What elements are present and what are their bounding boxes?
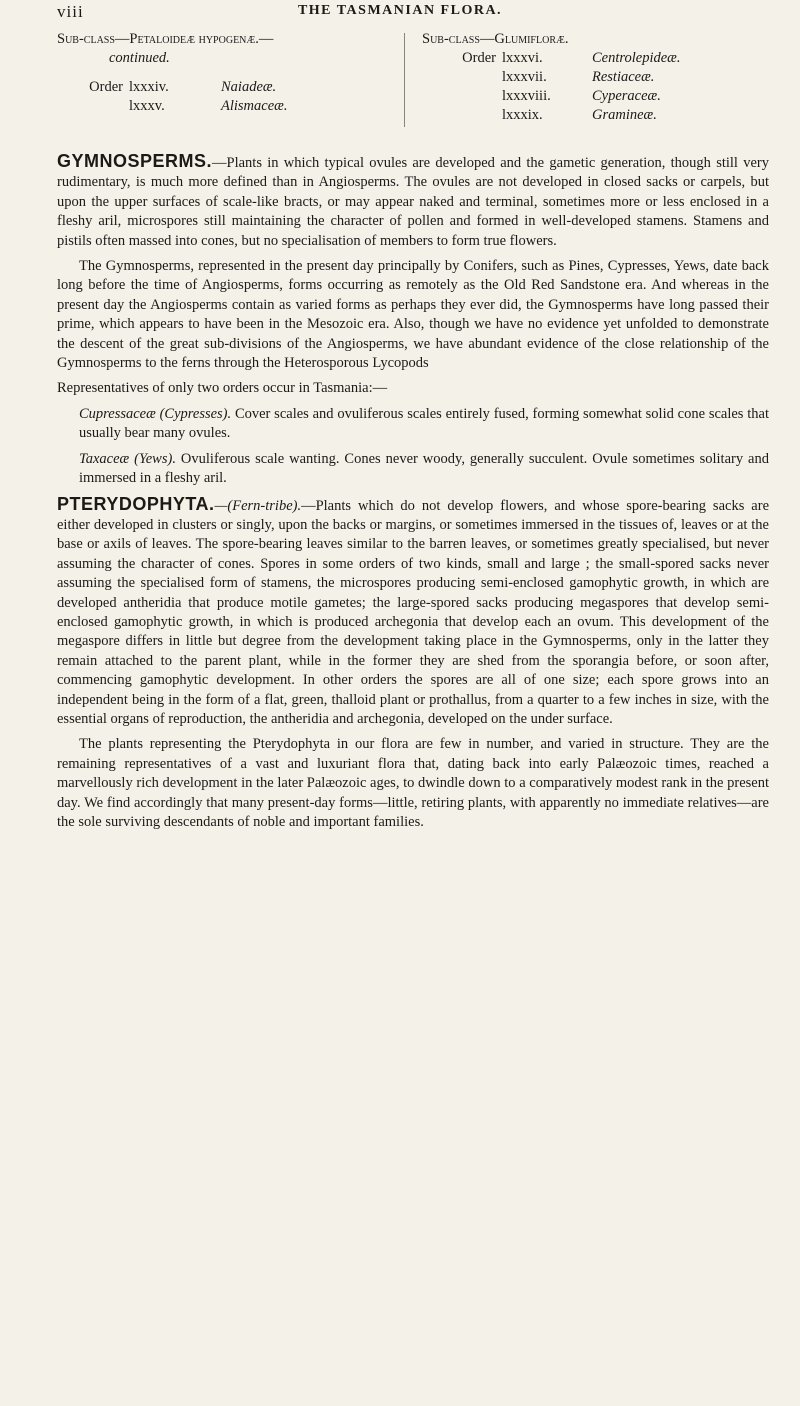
order-label: Order [89,79,123,95]
running-title: THE TASMANIAN FLORA. [297,3,503,18]
pteridophyta-heading: PTERYDOPHYTA. [57,493,215,514]
gymnosperms-definition: —Plants in which typical ovules are developed and the gametic generation, though still very rudimentary, is much more defined than in Angiosperms. The ovules are not developed in closed sacks or carpels, but upon the upper surfaces of scale-like bracts, or may appear naked and terminal, sometimes more or less enclosed in a fleshy aril, microspores still maintaining the character of pollen and formed in well-developed stamens. Stamens and pistils often massed into cones, but no specialisation of members to form true flowers. [57,155,769,249]
order-label [422,87,502,106]
orders-list [422,49,752,125]
order-number: lxxxix. [502,107,543,123]
continued-label: continued. [109,50,170,66]
order-number: lxxxvii. [502,69,547,85]
cupressaceae-name: Cupressaceæ (Cypresses). [79,405,232,422]
order-family: Centrolepideæ. [592,50,681,66]
cupressaceae-entry [57,405,769,444]
subclass-heading: Sub-class—Petaloideæ hypogenæ.— [57,31,274,47]
order-number: lxxxvi. [502,50,543,66]
gymnosperms-history-paragraph: The Gymnosperms, represented in the present day principally by Conifers, such as Pines, Cypresses, Yews, date back long before the time of Angiosperms, forms occurring as remotely as the Old Red Sandstone era. And whereas in the present day the Angiosperms contain as varied forms as perhaps they ever did, the Gymnosperms have long passed their prime, which appears to have been in the Mesozoic era. Also, though we have no evidence yet unfolded to demonstrate the descent of the great sub-divisions of the Angiosperms, we have abundant evidence of the close relationship of the Gymnosperms to the ferns through the Heterosporous Lycopods [57,258,769,372]
order-family: Gramineæ. [592,107,657,123]
order-label [422,68,502,87]
order-number: lxxxv. [129,98,165,114]
subclass-glumiflorae-block [422,30,752,125]
order-row [57,78,387,97]
order-number: lxxxviii. [502,88,551,104]
order-family: Naiadeæ. [221,79,277,95]
pteridophyta-definition: —Plants which do not develop flowers, and whose spore-bearing sacks are either developed in clusters or singly, upon the backs or margins, or sometimes immersed in the tissues of, leaves or at the base or axils of leaves. The spore-bearing leaves similar to the barren leaves, or sometimes greatly specialised, but never assuming the character of cones. Spores in some orders of two kinds, small and large ; the small-spored sacks never assuming the specialised form of stamens, the microspores producing semi-enclosed gamophytic growth, in which are developed antheridia that produce motile gametes; the large-spored sacks producing megaspores that develop semi-enclosed gamophytic growth, in which is produced archegonia that develop each an ovum. This development of the megaspore differs in little but degree from the development taking place in the Gymnosperms, only in the latter they remain attached to the parent plant, while in the former they are shed from the sporangia before, or soon after, commencing gamophytic development. In other orders the spores are all of one size; each spore grows into an independent being in the form of a flat, green, thalloid plant or prothallus, from a quarter to a few inches in size, with the essential organs of reproduction, the antheridia and archegonia, developed on the under surface. [57,497,769,727]
subclass-petaloideae-block [57,30,387,116]
order-row [422,87,752,106]
order-label: Order [462,50,496,66]
pteridophyta-paragraph [57,495,769,730]
order-row [422,106,752,125]
representatives-line: Representatives of only two orders occur in Tasmania:— [57,380,388,397]
order-family: Restiaceæ. [592,69,655,85]
orders-list [57,78,387,116]
body-text [57,152,769,838]
order-label [57,97,129,116]
order-row [57,97,387,116]
subclass-heading: Sub-class—Glumifloræ. [422,31,569,47]
page-number: viii [57,2,84,21]
gymnosperms-heading: GYMNOSPERMS. [57,151,213,171]
order-number: lxxxiv. [129,79,169,95]
order-row [422,49,752,68]
pteridophyta-subtitle: —(Fern-tribe). [214,497,302,514]
order-label [422,106,502,125]
taxaceae-name: Taxaceæ (Yews). [79,450,176,467]
cupressaceae-description: Cover scales and ovuliferous scales entirely fused, forming somewhat solid cone scales that usually bear many ovules. [79,405,769,442]
taxaceae-entry [57,450,769,489]
order-family: Cyperaceæ. [592,88,661,104]
gymnosperms-paragraph [57,152,769,251]
order-family: Alismaceæ. [221,98,288,114]
pteridophyta-flora-paragraph: The plants representing the Pterydophyta in our flora are few in number, and varied in structure. They are the remaining representatives of a vast and luxuriant flora that, dating back into early Palæozoic times, reached a marvellously rich development in the later Palæozoic ages, to dwindle down to a comparatively modest rank in the present day. We find accordingly that many present-day forms—little, retiring plants, with apparently no immediate relatives—are the sole surviving descendants of noble and important families. [57,736,769,830]
column-divider [404,33,405,127]
order-row [422,68,752,87]
taxaceae-description: Ovuliferous scale wanting. Cones never woody, generally succulent. Ovule sometimes solitary and immersed in a fleshy aril. [79,450,769,487]
